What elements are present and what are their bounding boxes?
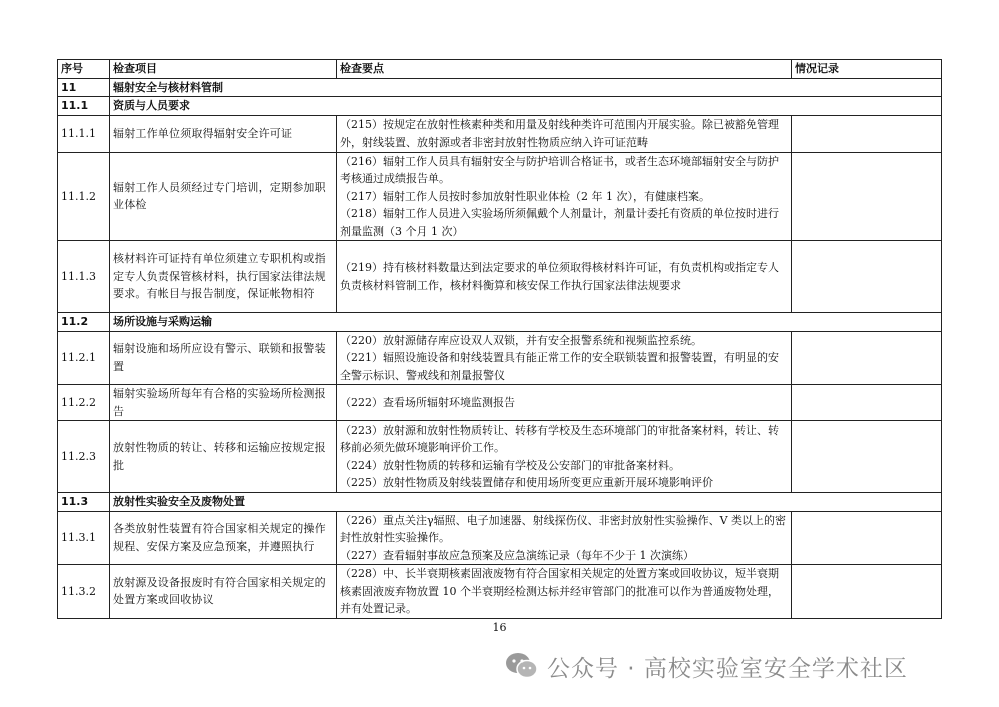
item-description: 放射源及设备报废时有符合国家相关规定的处置方案或回收协议 <box>110 565 337 619</box>
item-code: 11.3.1 <box>58 511 110 565</box>
item-description: 辐射工作人员须经过专门培训，定期参加职业体检 <box>110 152 337 241</box>
section-code: 11.3 <box>58 493 110 512</box>
item-points <box>337 331 792 385</box>
table-row <box>58 511 942 565</box>
section-code: 11 <box>58 78 110 97</box>
point-text: （220）放射源储存库应设双人双锁，并有安全报警系统和视频监控系统。 <box>340 333 702 347</box>
table-header-row <box>58 60 942 79</box>
record-cell[interactable] <box>792 115 942 152</box>
section-row <box>58 493 942 512</box>
section-title: 资质与人员要求 <box>110 97 942 116</box>
item-code: 11.1.2 <box>58 152 110 241</box>
item-description: 核材料许可证持有单位须建立专职机构或指定专人负责保管核材料，执行国家法律法规要求。有帐目与报告制度，保证帐物相符 <box>110 241 337 313</box>
item-description: 辐射实验场所每年有合格的实验场所检测报告 <box>110 385 337 421</box>
item-code: 11.3.2 <box>58 565 110 619</box>
record-cell[interactable] <box>792 511 942 565</box>
record-cell[interactable] <box>792 152 942 241</box>
point-text: （219）持有核材料数量达到法定要求的单位须取得核材料许可证，有负责机构或指定专人负责核材料管制工作，核材料衡算和核安保工作执行国家法律法规要求 <box>340 261 779 292</box>
header-points: 检查要点 <box>337 60 792 79</box>
item-points <box>337 241 792 313</box>
item-points <box>337 421 792 493</box>
point-text: （218）辐射工作人员进入实验场所须佩戴个人剂量计，剂量计委托有资质的单位按时进行剂量监测（3 个月 1 次） <box>340 207 779 238</box>
section-title: 场所设施与采购运输 <box>110 313 942 332</box>
item-code: 11.1.3 <box>58 241 110 313</box>
item-points <box>337 511 792 565</box>
table-row <box>58 115 942 152</box>
table-body <box>58 78 942 618</box>
watermark-text: 公众号 · 高校实验室安全学术社区 <box>547 655 908 682</box>
section-row <box>58 97 942 116</box>
point-text: （216）辐射工作人员具有辐射安全与防护培训合格证书，或者生态环境部辐射安全与防护考核通过成绩报告单。 <box>340 154 779 185</box>
table-row <box>58 565 942 619</box>
section-row <box>58 313 942 332</box>
point-text: （217）辐射工作人员按时参加放射性职业体检（2 年 1 次），有健康档案。 <box>340 189 710 203</box>
item-code: 11.2.1 <box>58 331 110 385</box>
header-index: 序号 <box>58 60 110 79</box>
item-code: 11.1.1 <box>58 115 110 152</box>
record-cell[interactable] <box>792 331 942 385</box>
record-cell[interactable] <box>792 421 942 493</box>
record-cell[interactable] <box>792 241 942 313</box>
point-text: （228）中、长半衰期核素固液废物有符合国家相关规定的处置方案或回收协议，短半衰期核素固液废弃物放置 10 个半衰期经检测达标并经审管部门的批准可以作为普通废物处理，并有处置记录。 <box>340 567 779 615</box>
header-record: 情况记录 <box>792 60 942 79</box>
record-cell[interactable] <box>792 565 942 619</box>
point-text: （225）放射性物质及射线装置储存和使用场所变更应重新开展环境影响评价 <box>340 476 713 489</box>
point-text: （226）重点关注γ辐照、电子加速器、射线探伤仪、非密封放射性实验操作、V 类以上的密封性放射性实验操作。 <box>340 513 787 544</box>
item-points <box>337 115 792 152</box>
point-text: （223）放射源和放射性物质转让、转移有学校及生态环境部门的审批备案材料，转让、转移前必须先做环境影响评价工作。 <box>340 423 779 454</box>
item-points <box>337 385 792 421</box>
item-description: 辐射工作单位须取得辐射安全许可证 <box>110 115 337 152</box>
watermark <box>505 648 908 684</box>
wechat-icon <box>505 651 539 681</box>
item-code: 11.2.3 <box>58 421 110 493</box>
table-row <box>58 421 942 493</box>
point-text: （224）放射性物质的转移和运输有学校及公安部门的审批备案材料。 <box>340 458 680 472</box>
item-code: 11.2.2 <box>58 385 110 421</box>
inspection-table <box>57 59 942 619</box>
record-cell[interactable] <box>792 385 942 421</box>
point-text: （221）辐照设施设备和射线装置具有能正常工作的安全联锁装置和报警装置，有明显的安全警示标识、警戒线和剂量报警仪 <box>340 351 779 382</box>
table-row <box>58 152 942 241</box>
table-row <box>58 331 942 385</box>
item-points <box>337 152 792 241</box>
header-item: 检查项目 <box>110 60 337 79</box>
point-text: （222）查看场所辐射环境监测报告 <box>340 395 515 409</box>
item-description: 各类放射性装置有符合国家相关规定的操作规程、安保方案及应急预案，并遵照执行 <box>110 511 337 565</box>
section-code: 11.1 <box>58 97 110 116</box>
table-row <box>58 241 942 313</box>
page-number: 16 <box>492 621 507 634</box>
section-row <box>58 78 942 97</box>
point-text: （227）查看辐射事故应急预案及应急演练记录（每年不少于 1 次演练） <box>340 548 694 562</box>
table-row <box>58 385 942 421</box>
item-description: 辐射设施和场所应设有警示、联锁和报警装置 <box>110 331 337 385</box>
item-points <box>337 565 792 619</box>
section-title: 辐射安全与核材料管制 <box>110 78 942 97</box>
point-text: （215）按规定在放射性核素种类和用量及射线种类许可范围内开展实验。除已被豁免管理外，射线装置、放射源或者非密封放射性物质应纳入许可证范畴 <box>340 118 779 149</box>
section-title: 放射性实验安全及废物处置 <box>110 493 942 512</box>
section-code: 11.2 <box>58 313 110 332</box>
item-description: 放射性物质的转让、转移和运输应按规定报批 <box>110 421 337 493</box>
